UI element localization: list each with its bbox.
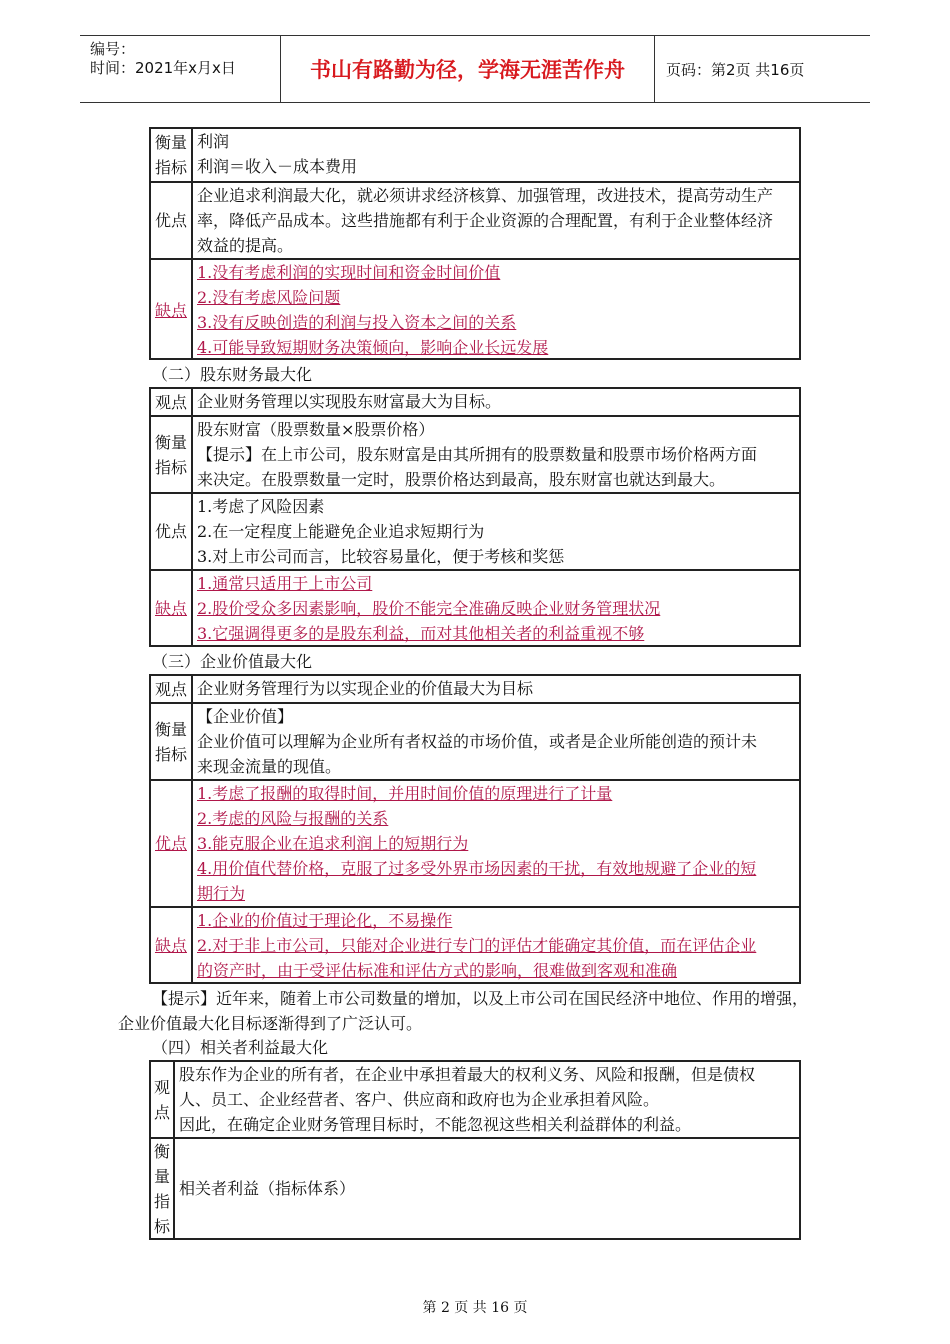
row-content: 股东财富（股票数量×股票价格） 【提示】在上市公司，股东财富是由其所拥有的股票数量和股票市场价格两方面 来决定。在股票数量一定时，股票价格达到最高，股东财富也就达到最大。 — [197, 420, 758, 489]
section-heading: （二）股东财务最大化 — [152, 365, 313, 384]
row-label: 优点 — [151, 183, 193, 258]
pros-row — [151, 183, 799, 260]
stakeholder-table — [149, 1060, 801, 1240]
row-label: 衡量 指标 — [151, 417, 193, 492]
cons-row — [151, 260, 799, 360]
header-meta — [80, 36, 281, 102]
row-label: 观点 — [151, 389, 193, 415]
measure-row — [151, 704, 799, 781]
row-label: 优点 — [151, 494, 193, 569]
pros-row — [151, 781, 799, 908]
shareholder-wealth-table — [149, 387, 801, 647]
time-label: 时间：2021年x月x日 — [90, 59, 236, 77]
measure-row — [151, 1139, 799, 1238]
row-content: 企业财务管理以实现股东财富最大为目标。 — [197, 392, 502, 411]
row-content: 利润 利润＝收入－成本费用 — [197, 132, 358, 176]
row-label: 衡 量 指 标 — [151, 1139, 175, 1238]
enterprise-value-table — [149, 674, 801, 984]
cons-row — [151, 571, 799, 646]
view-row — [151, 389, 799, 417]
row-content: 相关者利益（指标体系） — [179, 1179, 356, 1198]
pros-row — [151, 494, 799, 571]
row-content: 【企业价值】 企业价值可以理解为企业所有者权益的市场价值，或者是企业所能创造的预计未 来现金流量的现值。 — [197, 707, 758, 776]
row-label: 缺点 — [151, 571, 193, 646]
view-row — [151, 676, 799, 704]
row-label: 优点 — [151, 781, 193, 906]
row-label: 衡量 指标 — [151, 129, 193, 181]
row-content: 企业追求利润最大化，就必须讲求经济核算、加强管理，改进技术，提高劳动生产 率，降低产品成本。这些措施都有利于企业资源的合理配置，有利于企业整体经济 效益的提高。 — [197, 186, 774, 255]
row-content: 1.通常只适用于上市公司 2.股价受众多因素影响，股价不能完全准确反映企业财务管理状况 3.它强调得更多的是股东利益，而对其他相关者的利益重视不够 — [197, 574, 661, 643]
row-label: 衡量 指标 — [151, 704, 193, 779]
row-content: 企业财务管理行为以实现企业的价值最大为目标 — [197, 679, 534, 698]
row-label: 观点 — [151, 676, 193, 702]
header-motto: 书山有路勤为径，学海无涯苦作舟 — [281, 36, 655, 102]
row-content: 股东作为企业的所有者，在企业中承担着最大的权利义务、风险和报酬，但是债权 人、员工、企业经营者、客户、供应商和政府也为企业承担着风险。 因此，在确定企业财务管理目标时，不能忽视这些相关利益群体的利益。 — [179, 1065, 756, 1134]
row-label: 缺点 — [151, 260, 193, 360]
row-label: 观 点 — [151, 1062, 175, 1137]
row-content: 1.没有考虑利润的实现时间和资金时间价值 2.没有考虑风险问题 3.没有反映创造的利润与投入资本之间的关系 4.可能导致短期财务决策倾向，影响企业长远发展 — [197, 263, 549, 357]
row-content: 1.企业的价值过于理论化，不易操作 2.对于非上市公司，只能对企业进行专门的评估才能确定其价值，而在评估企业 的资产时，由于受评估标准和评估方式的影响，很难做到客观和准确 — [197, 911, 757, 980]
measure-row — [151, 129, 799, 183]
section-heading: （三）企业价值最大化 — [152, 652, 313, 671]
section-heading: （四）相关者利益最大化 — [152, 1038, 329, 1057]
note-line: 【提示】近年来，随着上市公司数量的增加，以及上市公司在国民经济中地位、作用的增强， — [152, 989, 809, 1008]
page-header — [80, 35, 870, 103]
cons-row — [151, 908, 799, 983]
measure-row — [151, 417, 799, 494]
view-row — [151, 1062, 799, 1139]
header-page-info: 页码：第2页 共16页 — [666, 60, 805, 79]
note-line: 企业价值最大化目标逐渐得到了广泛认可。 — [118, 1014, 423, 1033]
row-content: 1.考虑了报酬的取得时间，并用时间价值的原理进行了计量 2.考虑的风险与报酬的关系 3.能克服企业在追求利润上的短期行为 4.用价值代替价格，克服了过多受外界市场因素的干扰，有效地规避了企业的短 期行为 — [197, 784, 757, 903]
row-content: 1.考虑了风险因素 2.在一定程度上能避免企业追求短期行为 3.对上市公司而言，比较容易量化，便于考核和奖惩 — [197, 497, 565, 566]
page-footer: 第 2 页 共 16 页 — [422, 1300, 528, 1316]
profit-max-table — [149, 127, 801, 360]
row-label: 缺点 — [151, 908, 193, 983]
number-label: 编号： — [90, 40, 136, 58]
